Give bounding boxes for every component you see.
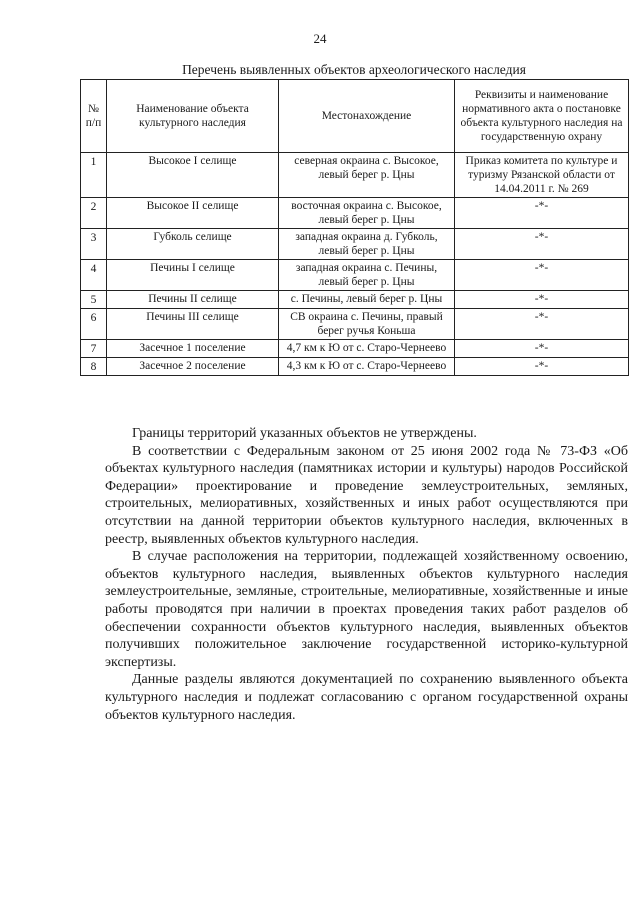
row-number: 2	[81, 198, 107, 229]
table-row	[81, 291, 629, 309]
header-number: № п/п	[81, 80, 107, 153]
object-location: с. Печины, левый берег р. Цны	[279, 291, 455, 309]
object-location: северная окраина с. Высокое, левый берег р. Цны	[279, 153, 455, 198]
legal-act: -*-	[455, 291, 629, 309]
row-number: 1	[81, 153, 107, 198]
header-legal-act: Реквизиты и наименование нормативного акта о постановке объекта культурного наследия на государственную охрану	[455, 80, 629, 153]
object-name: Губколь селище	[107, 229, 279, 260]
object-name: Высокое I селище	[107, 153, 279, 198]
header-object-name: Наименование объекта культурного наследия	[107, 80, 279, 153]
row-number: 6	[81, 309, 107, 340]
table-row	[81, 358, 629, 376]
row-number: 3	[81, 229, 107, 260]
object-name: Печины II селище	[107, 291, 279, 309]
table-row	[81, 309, 629, 340]
row-number: 4	[81, 260, 107, 291]
object-location: западная окраина д. Губколь, левый берег р. Цны	[279, 229, 455, 260]
object-location: 4,7 км к Ю от с. Старо-Чернеево	[279, 340, 455, 358]
legal-act: -*-	[455, 340, 629, 358]
paragraph-documentation: Данные разделы являются документацией по сохранению выявленного объекта культурного наследия и подлежат согласованию с органом государственной охраны объектов культурного наследия.	[105, 672, 628, 723]
legal-act: Приказ комитета по культуре и туризму Рязанской области от 14.04.2011 г. № 269	[455, 153, 629, 198]
row-number: 8	[81, 358, 107, 376]
legal-act: -*-	[455, 309, 629, 340]
legal-act: -*-	[455, 198, 629, 229]
object-name: Печины III селище	[107, 309, 279, 340]
page-number: 24	[313, 31, 327, 46]
legal-act: -*-	[455, 260, 629, 291]
object-location: СВ окраина с. Печины, правый берег ручья Коньша	[279, 309, 455, 340]
table-title: Перечень выявленных объектов археологического наследия	[182, 62, 526, 77]
table-row	[81, 153, 629, 198]
table-row	[81, 260, 629, 291]
table-row	[81, 198, 629, 229]
object-name: Засечное 2 поселение	[107, 358, 279, 376]
table-row	[81, 229, 629, 260]
legal-act: -*-	[455, 358, 629, 376]
row-number: 5	[81, 291, 107, 309]
paragraph-boundaries: Границы территорий указанных объектов не утверждены.	[132, 426, 477, 441]
header-location: Местонахождение	[279, 80, 455, 153]
table-header-row	[81, 80, 629, 153]
object-name: Засечное 1 поселение	[107, 340, 279, 358]
table-row	[81, 340, 629, 358]
paragraph-federal-law: В соответствии с Федеральным законом от 25 июня 2002 года № 73-ФЗ «Об объектах культурного наследия (памятниках истории и культуры) народов Российской Федерации» проектирование и проведение землеустроительных, земляных, строительных, мелиоративных, хозяйственных и иных работ осуществляются при отсутствии на данной территории объектов культурного наследия, включенных в реестр, выявленных объектов культурного наследия.	[105, 443, 628, 547]
object-name: Высокое II селище	[107, 198, 279, 229]
row-number: 7	[81, 340, 107, 358]
object-location: восточная окраина с. Высокое, левый берег р. Цны	[279, 198, 455, 229]
body-text	[105, 425, 628, 724]
legal-act: -*-	[455, 229, 629, 260]
object-location: 4,3 км к Ю от с. Старо-Чернеево	[279, 358, 455, 376]
object-name: Печины I селище	[107, 260, 279, 291]
object-location: западная окраина с. Печины, левый берег р. Цны	[279, 260, 455, 291]
heritage-objects-table	[80, 79, 629, 376]
paragraph-land-development: В случае расположения на территории, подлежащей хозяйственному освоению, объектов культурного наследия, выявленных объектов культурного наследия землеустроительные, земляные, строительные, мелиоративные, хозяйственные и иные работы проводятся при наличии в проектах проведения таких работ разделов об обеспечении сохранности объектов культурного наследия, выявленных объектов получивших положительное заключение государственной историко-культурной экспертизы.	[105, 549, 628, 670]
